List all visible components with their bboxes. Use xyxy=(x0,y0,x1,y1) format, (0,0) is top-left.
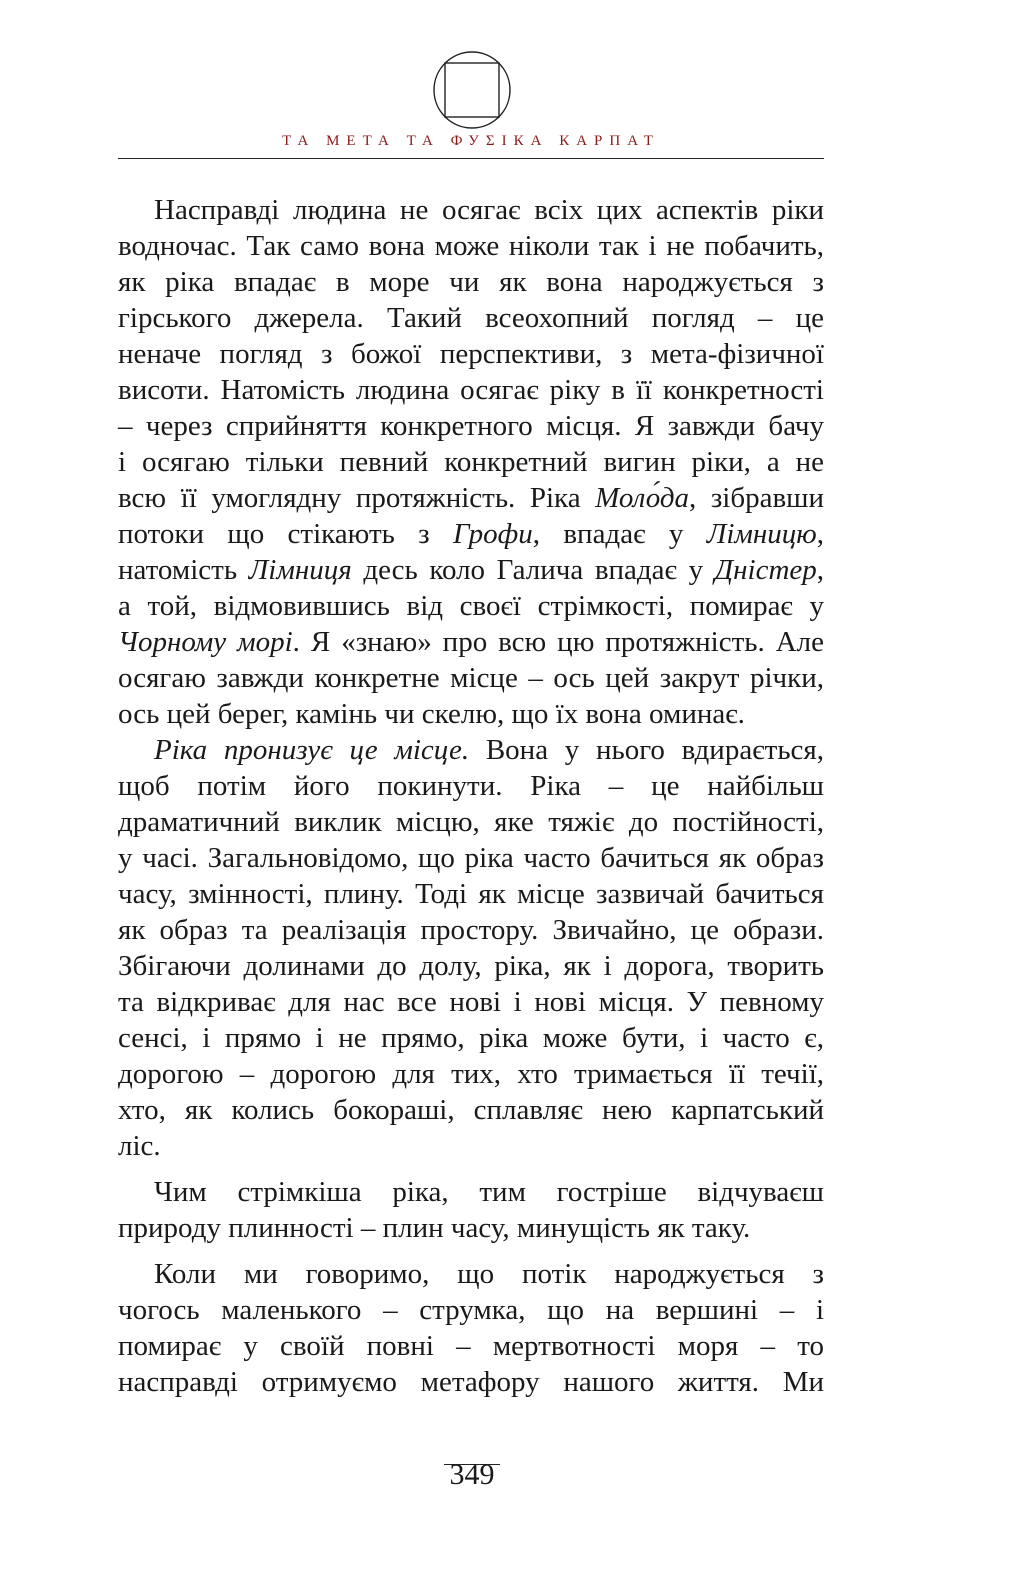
body-text xyxy=(118,192,824,1400)
text-line: Коли ми говоримо, що потік народжується з xyxy=(154,1258,824,1290)
text-line: потоки що стікають з Грофи, впадає у Лімницю, xyxy=(118,518,824,550)
text-line: висоти. Натомість людина осягає ріку в її конкретності xyxy=(118,374,824,406)
text-line: насправді отримуємо метафору нашого життя. Ми xyxy=(118,1366,824,1398)
text-line: помирає у своїй повні – мертвотності моря – то xyxy=(118,1330,824,1362)
text-line: у часі. Загальновідомо, що ріка часто бачиться як образ xyxy=(118,842,824,874)
text-line: природу плинності – плин часу, минущість як таку. xyxy=(118,1212,751,1244)
running-head: ТА МЕТА ТА ФУΣІКА КАРПАТ xyxy=(282,133,660,149)
text-line: неначе погляд з божої перспективи, з мета-фізичної xyxy=(118,338,824,370)
text-line: ось цей берег, камінь чи скелю, що їх вона оминає. xyxy=(118,698,745,730)
text-line: а той, відмовившись від своєї стрімкості, помирає у xyxy=(118,590,824,622)
text-line: Збігаючи долинами до долу, ріка, як і дорога, творить xyxy=(118,950,824,982)
text-line: щоб потім його покинути. Ріка – це найбільш xyxy=(118,770,824,802)
text-line: всю її умоглядну протяжність. Ріка Моло́да, зібравши xyxy=(118,482,824,514)
text-line: та відкриває для нас все нові і нові місця. У певному xyxy=(118,986,824,1018)
text-line: Чим стрімкіша ріка, тим гостріше відчуваєш xyxy=(154,1176,824,1208)
text-line: Ріка пронизує це місце. Вона у нього вдирається, xyxy=(154,734,825,766)
text-line: як образ та реалізація простору. Звичайно, це образи. xyxy=(118,914,824,946)
page-number: 349 xyxy=(449,1458,495,1491)
text-line: сенсі, і прямо і не прямо, ріка може бути, і часто є, xyxy=(118,1022,824,1054)
text-line: водночас. Так само вона може ніколи так і не побачить, xyxy=(118,230,824,262)
text-line: драматичний виклик місцю, яке тяжіє до постійності, xyxy=(118,806,824,838)
text-line: Насправді людина не осягає всіх цих аспектів ріки xyxy=(154,194,824,226)
text-line: хто, як колись бокораші, сплавляє нею карпатський xyxy=(118,1094,824,1126)
text-line: – через сприйняття конкретного місця. Я завжди бачу xyxy=(118,410,824,442)
text-line: часу, змінності, плину. Тоді як місце зазвичай бачиться xyxy=(118,878,824,910)
text-line: як ріка впадає в море чи як вона народжується з xyxy=(118,266,824,298)
text-line: ліс. xyxy=(118,1130,161,1162)
text-line: гірського джерела. Такий всеохопний погляд – це xyxy=(118,302,824,334)
text-line: чогось маленького – струмка, що на вершині – і xyxy=(118,1294,824,1326)
paragraph-gap xyxy=(118,1246,824,1256)
text-line: натомість Лімниця десь коло Галича впадає у Дністер, xyxy=(118,554,825,586)
text-line: осягаю завжди конкретне місце – ось цей закрут річки, xyxy=(118,662,824,694)
text-line: дорогою – дорогою для тих, хто тримається її течії, xyxy=(118,1058,824,1090)
text-line: Чорному морі. Я «знаю» про всю цю протяжність. Але xyxy=(118,626,824,658)
circle-square-emblem-icon xyxy=(432,50,512,130)
text-line: і осягаю тільки певний конкретний вигин ріки, а не xyxy=(118,446,824,478)
header-rule xyxy=(118,158,824,159)
paragraph-gap xyxy=(118,1164,824,1174)
